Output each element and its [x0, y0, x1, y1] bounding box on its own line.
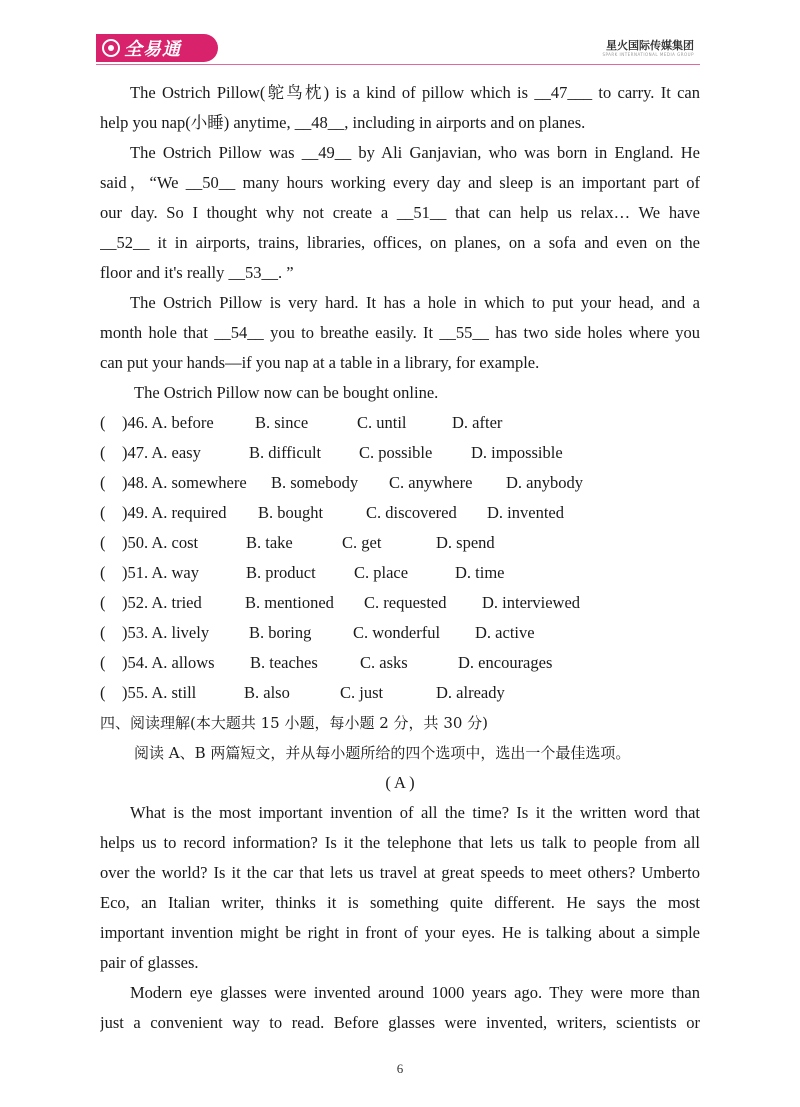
answer-paren: (: [100, 413, 106, 432]
option-b: B. bought: [258, 503, 324, 522]
logo-text: 全易通: [124, 39, 181, 60]
option-b: B. since: [255, 413, 309, 432]
option-d: D. active: [475, 623, 535, 642]
page-content: [100, 78, 700, 1038]
question-row: [100, 618, 700, 648]
question-row: [100, 558, 700, 588]
option-d: D. after: [452, 413, 503, 432]
option-a: )49. A. required: [122, 503, 227, 522]
option-c: C. anywhere: [389, 473, 473, 492]
question-row: [100, 678, 700, 708]
passage-line: __52__ it in airports, trains, libraries, offices, on planes, on a sofa and even on the: [100, 233, 700, 252]
option-c: C. discovered: [366, 503, 457, 522]
reading-line: pair of glasses.: [100, 953, 199, 972]
option-a: )54. A. allows: [122, 653, 215, 672]
option-c: C. wonderful: [353, 623, 441, 642]
reading-line: just a convenient way to read. Before glasses were invented, writers, scientists or: [100, 1013, 700, 1032]
passage-line: floor and it's really __53__. ”: [100, 263, 294, 282]
reading-line: What is the most important invention of all the time? Is it the written word that: [130, 803, 700, 822]
option-c: C. until: [357, 413, 407, 432]
option-a: )48. A. somewhere: [122, 473, 247, 492]
reading-line: Eco, an Italian writer, thinks it is something quite different. He says the most: [100, 893, 700, 912]
option-a: )53. A. lively: [122, 623, 210, 642]
brand-logo: [96, 34, 218, 62]
option-c: C. asks: [360, 653, 408, 672]
passage-line: The Ostrich Pillow now can be bought online.: [134, 383, 439, 402]
question-row: [100, 408, 700, 438]
passage-line: said，“We __50__ many hours working every day and sleep is an important part of: [100, 173, 700, 192]
question-row: [100, 528, 700, 558]
reading-line: over the world? Is it the car that lets us travel at great speeds to meet others? Umberto: [100, 863, 700, 882]
option-a: )55. A. still: [122, 683, 197, 702]
option-d: D. interviewed: [482, 593, 581, 612]
question-row: [100, 498, 700, 528]
reading-line: Modern eye glasses were invented around 1000 years ago. They were more than: [130, 983, 700, 1002]
passage-line: month hole that __54__ you to breathe easily. It __55__ has two side holes where you: [100, 323, 700, 342]
option-d: D. time: [455, 563, 505, 582]
option-a: )50. A. cost: [122, 533, 199, 552]
option-d: D. spend: [436, 533, 495, 552]
option-a: )47. A. easy: [122, 443, 201, 462]
swirl-icon: [100, 37, 122, 59]
page-number: 6: [396, 1061, 404, 1076]
passage-line: help you nap(小睡) anytime, __48__, including in airports and on planes.: [100, 113, 586, 132]
question-row: [100, 648, 700, 678]
option-b: B. take: [246, 533, 293, 552]
cloze-passage: [100, 78, 700, 408]
option-b: B. also: [244, 683, 290, 702]
answer-paren: (: [100, 473, 106, 492]
option-d: D. invented: [487, 503, 564, 522]
question-row: [100, 468, 700, 498]
question-list: [100, 408, 700, 708]
option-a: )46. A. before: [122, 413, 214, 432]
reading-line: important invention might be right in front of your eyes. He is talking about a simple: [100, 923, 700, 942]
reading-line: helps us to record information? Is it the telephone that lets us talk to people from all: [100, 833, 700, 852]
option-d: D. anybody: [506, 473, 583, 492]
page-header: [0, 0, 800, 70]
option-d: D. encourages: [458, 653, 553, 672]
answer-paren: (: [100, 443, 106, 462]
option-d: D. impossible: [471, 443, 563, 462]
option-a: )52. A. tried: [122, 593, 202, 612]
passage-label: ( A ): [385, 773, 415, 792]
option-c: C. requested: [364, 593, 447, 612]
answer-paren: (: [100, 593, 106, 612]
option-d: D. already: [436, 683, 505, 702]
option-b: B. mentioned: [245, 593, 334, 612]
passage-line: The Ostrich Pillow was __49__ by Ali Ganjavian, who was born in England. He: [130, 143, 700, 162]
publisher-subtitle: SPARK INTERNATIONAL MEDIA GROUP: [602, 52, 694, 57]
header-divider: [96, 64, 700, 65]
answer-paren: (: [100, 533, 106, 552]
passage-line: our day. So I thought why not create a __51__ that can help us relax… We have: [100, 203, 700, 222]
option-a: )51. A. way: [122, 563, 199, 582]
reading-passage: [100, 798, 700, 1038]
answer-paren: (: [100, 503, 106, 522]
option-c: C. place: [354, 563, 409, 582]
option-b: B. somebody: [271, 473, 359, 492]
question-row: [100, 588, 700, 618]
option-b: B. boring: [249, 623, 312, 642]
section-title: 四、阅读理解(本大题共 15 小题，每小题 2 分，共 30 分): [100, 714, 489, 732]
publisher-name: 星火国际传媒集团: [606, 39, 694, 52]
answer-paren: (: [100, 563, 106, 582]
question-row: [100, 438, 700, 468]
option-c: C. just: [340, 683, 384, 702]
option-b: B. teaches: [250, 653, 318, 672]
answer-paren: (: [100, 653, 106, 672]
option-b: B. difficult: [249, 443, 322, 462]
option-c: C. get: [342, 533, 382, 552]
section-instruction: 阅读 A、B 两篇短文，并从每小题所给的四个选项中，选出一个最佳选项。: [134, 744, 631, 762]
answer-paren: (: [100, 623, 106, 642]
answer-paren: (: [100, 683, 106, 702]
option-b: B. product: [246, 563, 316, 582]
passage-line: can put your hands—if you nap at a table in a library, for example.: [100, 353, 540, 372]
option-c: C. possible: [359, 443, 433, 462]
passage-line: The Ostrich Pillow(鸵鸟枕) is a kind of pillow which is __47___ to carry. It can: [130, 83, 700, 102]
passage-line: The Ostrich Pillow is very hard. It has a hole in which to put your head, and a: [130, 293, 700, 312]
